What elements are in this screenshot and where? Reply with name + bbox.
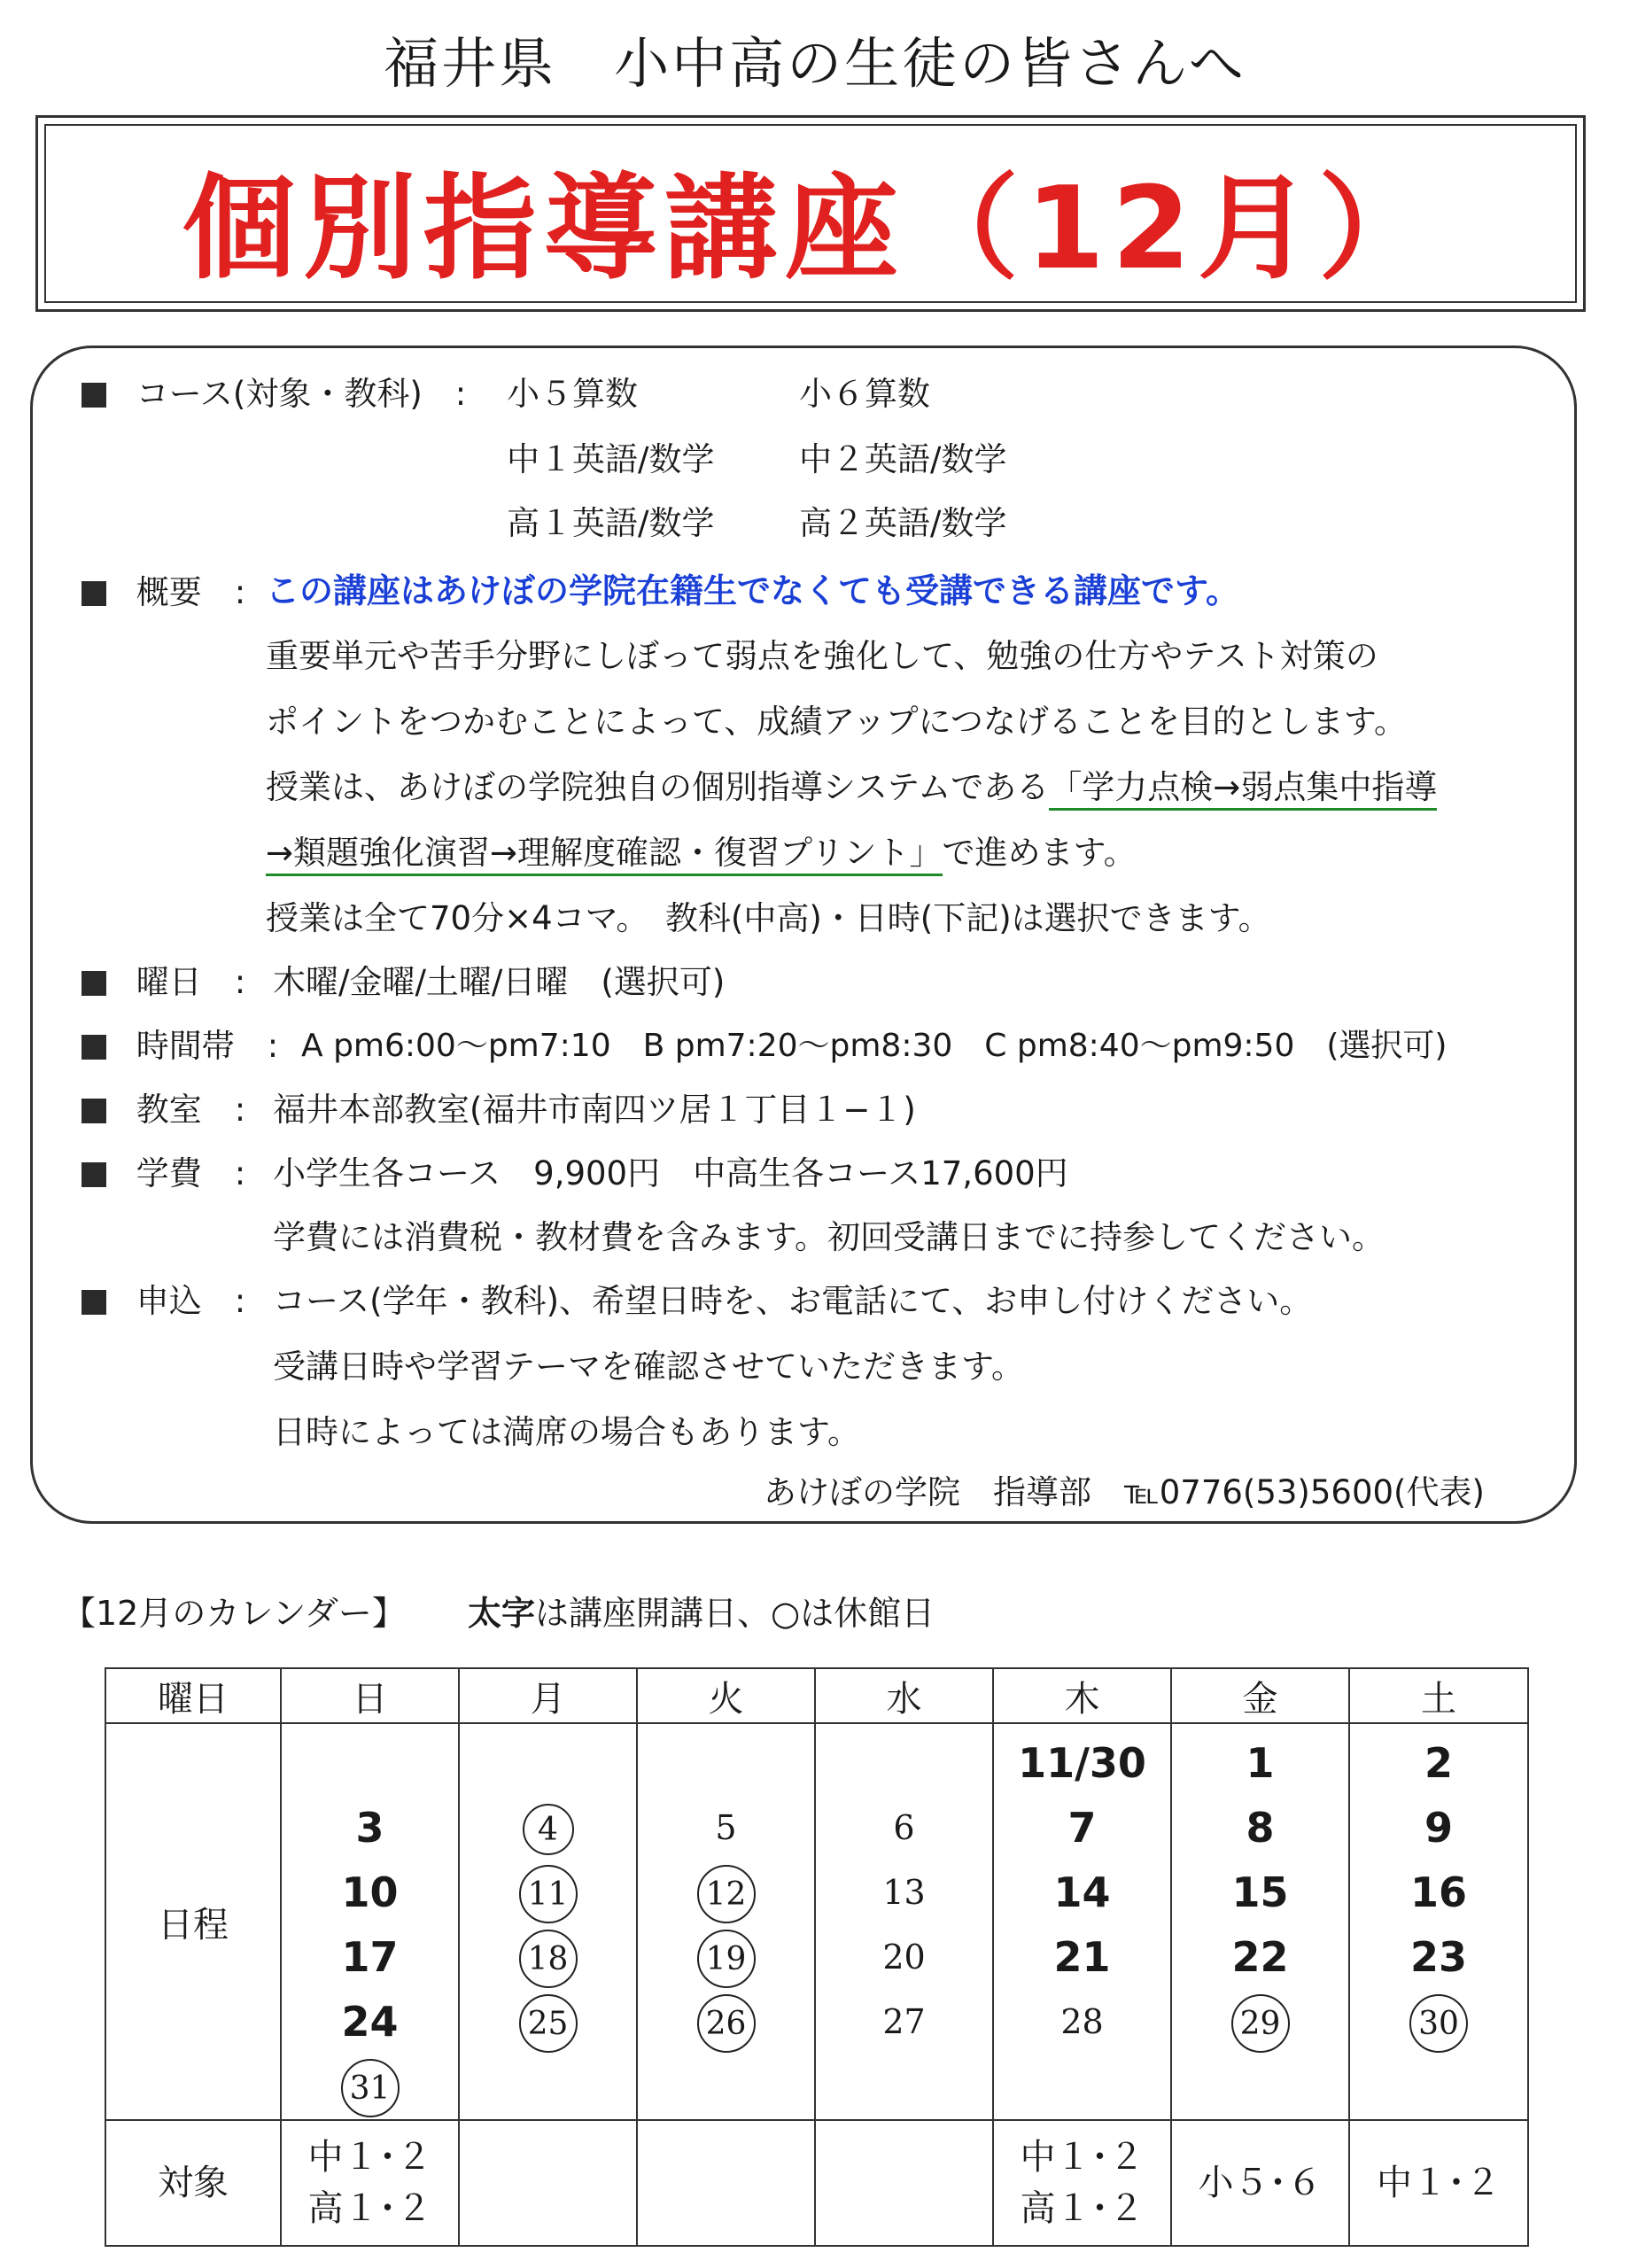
calendar-day <box>638 1990 814 2054</box>
calendar-day <box>1172 1990 1348 2054</box>
target-cell <box>1171 2120 1349 2246</box>
target-grade: 小５･６ <box>1198 2163 1323 2203</box>
calendar-day: 27 <box>882 2002 926 2041</box>
overview-highlight: この講座はあけぼの学院在籍生でなくても受講できる講座です。 <box>266 571 1239 610</box>
target-grade: 高１･２ <box>307 2188 432 2229</box>
target-grade: 中１･２ <box>1377 2163 1501 2203</box>
room-label: 教室 : <box>136 1091 246 1129</box>
bullet-icon <box>82 1162 106 1187</box>
days-row <box>82 962 245 1003</box>
target-cell <box>815 2120 993 2246</box>
fee-label: 学費 : <box>136 1154 246 1192</box>
method-underlined: →類題強化演習→理解度確認・復習プリント」 <box>266 834 943 876</box>
fee-note: 学費には消費税・教材費を含みます。初回受講日までに持参してください。 <box>273 1218 1386 1256</box>
closed-day-circle: 31 <box>341 2059 400 2117</box>
course-item: 高１英語/数学 <box>507 504 715 542</box>
calendar-day: 6 <box>893 1808 915 1847</box>
header-cell: 日 <box>281 1668 459 1723</box>
apply-label: 申込 : <box>136 1282 246 1320</box>
calendar-day: 1 <box>1246 1739 1275 1787</box>
apply-line: 受講日時や学習テーマを確認させていただきます。 <box>273 1348 1025 1386</box>
calendar-heading: 【12月のカレンダー】 <box>62 1594 406 1633</box>
target-cell <box>1349 2120 1528 2246</box>
course-item: 小５算数 <box>507 375 638 413</box>
target-grade: 中１･２ <box>307 2137 432 2178</box>
time-value: A pm6:00～pm7:10 B pm7:20～pm8:30 C pm8:40～pm9:50 (選択可) <box>301 1028 1448 1064</box>
day-column <box>1171 1723 1349 2120</box>
closed-day-circle: 18 <box>519 1930 578 1988</box>
bullet-icon <box>82 1290 106 1315</box>
course-item: 中２英語/数学 <box>799 440 1007 478</box>
calendar-day <box>282 2054 458 2119</box>
day-column <box>281 1723 459 2120</box>
calendar-day: 8 <box>1246 1804 1275 1852</box>
bullet-icon <box>82 581 106 606</box>
calendar-day: 11/30 <box>1018 1739 1146 1787</box>
header-cell: 木 <box>993 1668 1171 1723</box>
calendar-day: 21 <box>1053 1933 1111 1981</box>
method-underlined: 「学力点検→弱点集中指導 <box>1049 768 1437 811</box>
calendar-empty-slot <box>460 1731 636 1796</box>
calendar-day: 16 <box>1409 1868 1467 1916</box>
header-cell: 月 <box>459 1668 637 1723</box>
target-row <box>105 2120 1528 2246</box>
legend-text: は講座開講日、○は休館日 <box>535 1594 935 1633</box>
calendar-day <box>638 1925 814 1990</box>
overview-line: 授業は全て70分×4コマ。 教科(中高)・日時(下記)は選択できます。 <box>266 899 1271 937</box>
fee-row <box>82 1153 245 1194</box>
contact-info: あけぼの学院 指導部 ℡0776(53)5600(代表) <box>764 1473 1485 1511</box>
calendar-day: 15 <box>1231 1868 1289 1916</box>
course-item: 中１英語/数学 <box>507 440 715 478</box>
target-label: 対象 <box>105 2120 281 2246</box>
calendar-heading-row <box>62 1586 935 1635</box>
calendar-day <box>1350 1990 1527 2054</box>
calendar-day <box>460 1990 636 2054</box>
header-cell: 火 <box>637 1668 815 1723</box>
schedule-label: 日程 <box>105 1723 281 2120</box>
time-label: 時間帯 : <box>136 1027 279 1065</box>
overview-line <box>266 767 1437 808</box>
title-frame <box>35 115 1586 312</box>
closed-day-circle: 25 <box>519 1994 578 2053</box>
calendar-day: 9 <box>1424 1804 1453 1852</box>
calendar-day: 24 <box>341 1998 399 2046</box>
calendar-day: 5 <box>715 1808 737 1847</box>
target-cell <box>281 2120 459 2246</box>
course-item: 小６算数 <box>799 375 930 413</box>
closed-day-circle: 30 <box>1409 1994 1468 2053</box>
calendar-day: 28 <box>1060 2002 1104 2041</box>
calendar-day: 20 <box>882 1938 926 1977</box>
calendar-empty-slot <box>282 1731 458 1796</box>
bullet-icon <box>82 383 106 408</box>
header-cell: 金 <box>1171 1668 1349 1723</box>
closed-day-circle: 19 <box>697 1930 756 1988</box>
calendar-day: 10 <box>341 1868 399 1916</box>
calendar-day <box>460 1925 636 1990</box>
days-label: 曜日 : <box>136 963 246 1001</box>
closed-day-circle: 29 <box>1231 1994 1290 2053</box>
calendar-day: 22 <box>1231 1933 1289 1981</box>
calendar-header-row <box>105 1668 1528 1723</box>
calendar-day: 13 <box>882 1873 926 1912</box>
apply-line: 日時によっては満席の場合もあります。 <box>273 1413 861 1451</box>
calendar-day: 2 <box>1424 1739 1453 1787</box>
target-cell <box>459 2120 637 2246</box>
calendar-day: 7 <box>1067 1804 1097 1852</box>
overview-line-text: で進めます。 <box>942 834 1137 872</box>
apply-line: コース(学年・教科)、希望日時を、お電話にて、お申し付けください。 <box>273 1282 1313 1320</box>
overview-line <box>266 833 1137 874</box>
header-cell: 曜日 <box>105 1668 281 1723</box>
header-cell: 水 <box>815 1668 993 1723</box>
bullet-icon <box>82 971 106 996</box>
header-cell: 土 <box>1349 1668 1528 1723</box>
calendar-table <box>105 1667 1529 2247</box>
calendar-day: 3 <box>355 1804 384 1852</box>
calendar-day <box>460 1796 636 1860</box>
target-cell <box>637 2120 815 2246</box>
time-row <box>82 1026 278 1067</box>
closed-day-circle: 26 <box>697 1994 756 2053</box>
closed-day-circle: 4 <box>523 1804 574 1855</box>
courses-row <box>82 374 466 415</box>
calendar-day: 23 <box>1409 1933 1467 1981</box>
days-value: 木曜/金曜/土曜/日曜 (選択可) <box>273 963 726 1001</box>
target-grade: 高１･２ <box>1020 2188 1145 2229</box>
calendar-empty-slot <box>816 1731 992 1796</box>
courses-label: コース(対象・教科) : <box>136 375 467 413</box>
overview-line: 重要単元や苦手分野にしぼって弱点を強化して、勉強の仕方やテスト対策の <box>266 637 1378 675</box>
overview-line: ポイントをつかむことによって、成績アップにつなげることを目的とします。 <box>266 703 1407 741</box>
course-item: 高２英語/数学 <box>799 504 1007 542</box>
apply-row <box>82 1281 245 1322</box>
day-column <box>459 1723 637 2120</box>
calendar-empty-slot <box>638 1731 814 1796</box>
schedule-row <box>105 1723 1528 2120</box>
overview-line-text: 授業は、あけぼの学院独自の個別指導システムである <box>266 768 1050 806</box>
calendar-day: 17 <box>341 1933 399 1981</box>
calendar-day <box>460 1860 636 1925</box>
target-grade: 中１･２ <box>1020 2137 1145 2178</box>
bullet-icon <box>82 1099 106 1123</box>
bullet-icon <box>82 1035 106 1060</box>
overview-row <box>82 572 245 613</box>
overview-label: 概要 : <box>136 573 246 611</box>
day-column <box>993 1723 1171 2120</box>
room-value: 福井本部教室(福井市南四ツ居１丁目１−１) <box>273 1091 916 1129</box>
page-header: 福井県 小中高の生徒の皆さんへ <box>384 31 1246 96</box>
day-column <box>815 1723 993 2120</box>
day-column <box>637 1723 815 2120</box>
day-column <box>1349 1723 1528 2120</box>
target-cell <box>993 2120 1171 2246</box>
fee-value: 小学生各コース 9,900円 中高生各コース17,600円 <box>273 1154 1068 1192</box>
calendar-day: 14 <box>1053 1868 1111 1916</box>
calendar-day <box>638 1860 814 1925</box>
room-row <box>82 1090 245 1130</box>
closed-day-circle: 11 <box>519 1865 578 1923</box>
page-title: 個別指導講座（12月） <box>182 163 1440 295</box>
closed-day-circle: 12 <box>697 1865 756 1923</box>
legend-bold: 太字 <box>467 1594 535 1633</box>
